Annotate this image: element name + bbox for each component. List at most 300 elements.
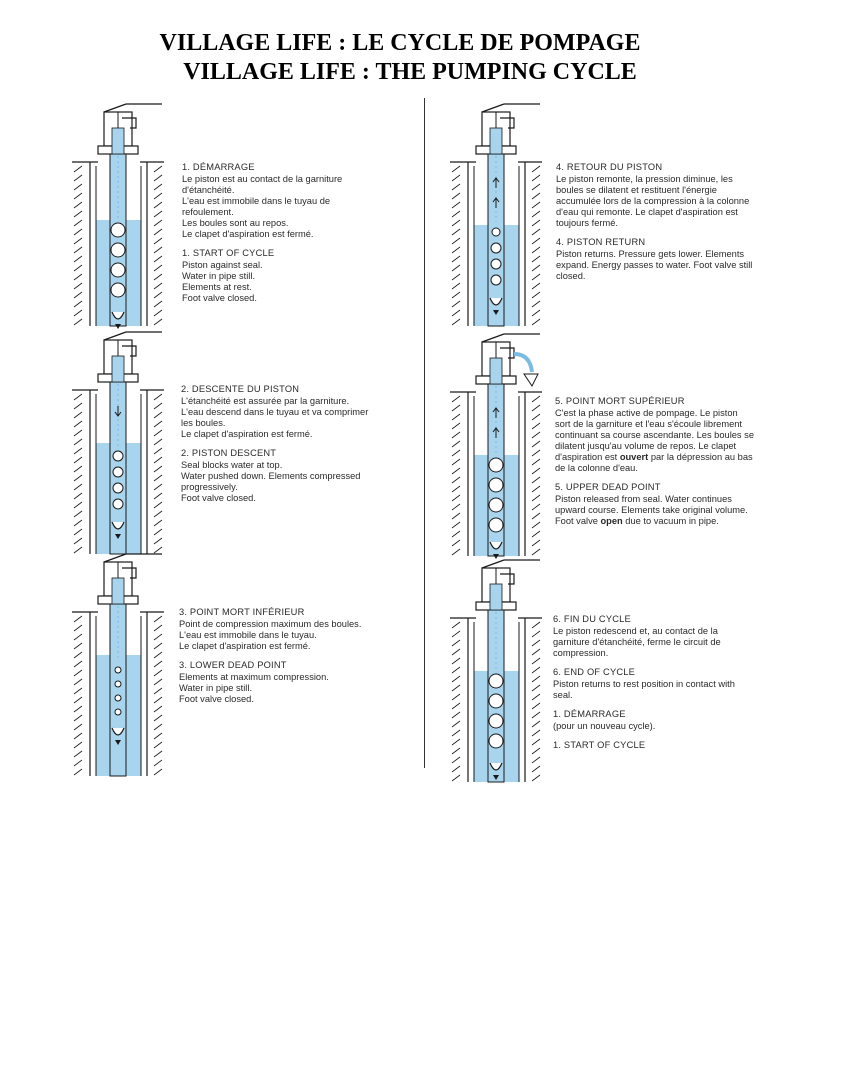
soil-hatch (74, 247, 82, 253)
step-6-en-line: Piston returns to rest position in contact with seal. (553, 679, 735, 700)
soil-hatch (452, 450, 460, 456)
soil-hatch (154, 715, 162, 721)
soil-hatch (532, 694, 540, 700)
soil-hatch (532, 175, 540, 181)
pump-svg (72, 550, 172, 780)
step-3-text (179, 607, 379, 705)
elastic-ball (111, 263, 125, 277)
soil-hatch (74, 760, 82, 766)
soil-hatch (532, 319, 540, 325)
soil-hatch (452, 184, 460, 190)
step-2-fr-line: L'étanchéité est assurée par la garniture. (181, 396, 350, 406)
soil-hatch (74, 466, 82, 472)
soil-hatch (74, 421, 82, 427)
soil-hatch (532, 193, 540, 199)
step-2-en-heading: 2. PISTON DESCENT (181, 448, 277, 458)
step-4-text (556, 162, 756, 282)
soil-hatch (74, 742, 82, 748)
soil-hatch (154, 394, 162, 400)
soil-hatch (532, 739, 540, 745)
soil-hatch (154, 529, 162, 535)
soil-hatch (154, 724, 162, 730)
step-5-fr-heading: 5. POINT MORT SUPÉRIEUR (555, 396, 685, 406)
step-1-en-line: Elements at rest. (182, 282, 252, 292)
soil-hatch (154, 670, 162, 676)
soil-hatch (452, 721, 460, 727)
soil-hatch (74, 229, 82, 235)
soil-hatch (452, 229, 460, 235)
soil-hatch (452, 175, 460, 181)
soil-hatch (532, 450, 540, 456)
soil-hatch (74, 292, 82, 298)
piston-rod (490, 128, 502, 154)
pump-diagram-2 (72, 328, 172, 563)
soil-hatch (532, 748, 540, 754)
soil-hatch (452, 712, 460, 718)
soil-hatch (154, 652, 162, 658)
soil-hatch (74, 475, 82, 481)
soil-hatch (74, 697, 82, 703)
soil-hatch (154, 625, 162, 631)
restart-en-heading: 1. START OF CYCLE (553, 740, 646, 750)
soil-hatch (452, 414, 460, 420)
soil-hatch (452, 265, 460, 271)
step-1-en-line: Foot valve closed. (182, 293, 257, 303)
elastic-ball (113, 483, 123, 493)
soil-hatch (452, 640, 460, 646)
pump-handle (482, 334, 504, 342)
soil-hatch (74, 430, 82, 436)
soil-hatch (154, 193, 162, 199)
soil-hatch (452, 495, 460, 501)
pump-diagram-1 (72, 100, 172, 335)
soil-hatch (532, 247, 540, 253)
step-6-fr-line: Le piston redescend et, au contact de la garniture d'étanchéité, ferme le circuit de compression. (553, 626, 721, 658)
soil-hatch (154, 202, 162, 208)
soil-hatch (74, 715, 82, 721)
step-1-en-line: Water in pipe still. (182, 271, 256, 281)
soil-hatch (452, 441, 460, 447)
step-6-en-heading: 6. END OF CYCLE (553, 667, 636, 677)
soil-hatch (154, 184, 162, 190)
soil-hatch (532, 265, 540, 271)
soil-hatch (74, 283, 82, 289)
soil-hatch (74, 502, 82, 508)
soil-hatch (532, 256, 540, 262)
soil-hatch (452, 319, 460, 325)
elastic-ball (489, 478, 503, 492)
soil-hatch (74, 256, 82, 262)
restart-fr-heading: 1. DÉMARRAGE (553, 709, 626, 719)
pump-handle (482, 560, 504, 568)
soil-hatch (154, 706, 162, 712)
soil-hatch (532, 775, 540, 781)
soil-hatch (452, 211, 460, 217)
soil-hatch (74, 670, 82, 676)
soil-hatch (154, 310, 162, 316)
soil-hatch (154, 283, 162, 289)
soil-hatch (532, 274, 540, 280)
soil-hatch (74, 688, 82, 694)
soil-hatch (74, 412, 82, 418)
step-5-panel (450, 330, 842, 560)
restart-fr-note: (pour un nouveau cycle). (553, 721, 656, 731)
step-2-en-line: Foot valve closed. (181, 493, 256, 503)
soil-hatch (452, 432, 460, 438)
step-2-en-line: Water pushed down. Elements compressed progressively. (181, 471, 361, 492)
rising-main (110, 604, 126, 776)
soil-hatch (532, 703, 540, 709)
soil-hatch (74, 706, 82, 712)
soil-hatch (532, 712, 540, 718)
soil-hatch (532, 441, 540, 447)
soil-hatch (452, 301, 460, 307)
soil-hatch (74, 625, 82, 631)
pump-diagram-3 (72, 550, 172, 785)
soil-hatch (154, 403, 162, 409)
soil-hatch (154, 166, 162, 172)
elastic-ball (115, 695, 121, 701)
soil-hatch (74, 493, 82, 499)
soil-hatch (532, 504, 540, 510)
soil-hatch (74, 301, 82, 307)
soil-hatch (74, 769, 82, 775)
step-5-en-text: Piston released from seal. Water continues upward course. Elements take original volume. Foot valve (555, 494, 748, 526)
soil-hatch (532, 477, 540, 483)
soil-hatch (154, 229, 162, 235)
soil-hatch (154, 412, 162, 418)
soil-hatch (154, 760, 162, 766)
soil-hatch (452, 202, 460, 208)
soil-hatch (74, 751, 82, 757)
soil-hatch (532, 220, 540, 226)
soil-hatch (452, 504, 460, 510)
soil-hatch (452, 423, 460, 429)
step-2-fr-line: L'eau descend dans le tuyau et va comprimer les boules. (181, 407, 369, 428)
soil-hatch (532, 622, 540, 628)
soil-hatch (452, 247, 460, 253)
soil-hatch (452, 468, 460, 474)
soil-hatch (74, 184, 82, 190)
soil-hatch (532, 396, 540, 402)
soil-hatch (452, 540, 460, 546)
soil-hatch (452, 238, 460, 244)
elastic-ball (491, 275, 501, 285)
pump-svg (450, 100, 550, 330)
soil-hatch (74, 193, 82, 199)
step-1-fr-line: Le clapet d'aspiration est fermé. (182, 229, 314, 239)
soil-hatch (154, 292, 162, 298)
step-2-en-line: Seal blocks water at top. (181, 460, 283, 470)
piston-rod (112, 578, 124, 604)
step-4-panel (450, 100, 842, 330)
soil-hatch (452, 396, 460, 402)
soil-hatch (154, 502, 162, 508)
soil-hatch (452, 549, 460, 555)
elastic-ball (111, 243, 125, 257)
elastic-ball (489, 518, 503, 532)
step-3-en-line: Water in pipe still. (179, 683, 253, 693)
step-4-fr-heading: 4. RETOUR DU PISTON (556, 162, 663, 172)
soil-hatch (74, 211, 82, 217)
soil-hatch (154, 220, 162, 226)
step-1-en-line: Piston against seal. (182, 260, 263, 270)
soil-hatch (532, 459, 540, 465)
pump-diagram-5 (450, 330, 550, 565)
elastic-ball (489, 458, 503, 472)
elastic-ball (111, 223, 125, 237)
step-5-fr-bold: ouvert (619, 452, 649, 462)
soil-hatch (532, 202, 540, 208)
soil-hatch (532, 414, 540, 420)
soil-hatch (74, 457, 82, 463)
soil-hatch (452, 513, 460, 519)
soil-hatch (532, 238, 540, 244)
pump-diagram-4 (450, 100, 550, 335)
soil-hatch (452, 166, 460, 172)
pump-handle (104, 554, 126, 562)
soil-hatch (74, 448, 82, 454)
piston-rod (112, 128, 124, 154)
soil-hatch (154, 274, 162, 280)
soil-hatch (154, 634, 162, 640)
soil-hatch (154, 421, 162, 427)
soil-hatch (154, 493, 162, 499)
step-4-fr-line: Le piston remonte, la pression diminue, les boules se dilatent et restituent l'énergie accumulée lors de la compression à la colonne d'eau qui remonte. Le clapet d'aspiration est toujours fermé. (556, 174, 750, 228)
soil-hatch (74, 394, 82, 400)
elastic-ball (113, 499, 123, 509)
soil-hatch (74, 310, 82, 316)
step-3-panel (72, 550, 482, 780)
step-5-text (555, 396, 755, 527)
soil-hatch (154, 679, 162, 685)
step-1-en-heading: 1. START OF CYCLE (182, 248, 275, 258)
elastic-ball (489, 694, 503, 708)
step-5-en-text-end: due to vacuum in pipe. (622, 516, 719, 526)
soil-hatch (74, 724, 82, 730)
soil-hatch (74, 634, 82, 640)
elastic-ball (115, 667, 121, 673)
bucket (524, 374, 538, 386)
outflow-water (514, 354, 532, 372)
soil-hatch (452, 405, 460, 411)
soil-hatch (154, 319, 162, 325)
soil-hatch (452, 703, 460, 709)
soil-hatch (532, 513, 540, 519)
step-1-panel (72, 100, 482, 330)
soil-hatch (154, 439, 162, 445)
soil-hatch (532, 468, 540, 474)
soil-hatch (154, 742, 162, 748)
page-title-french: VILLAGE LIFE : LE CYCLE DE POMPAGE (159, 30, 641, 56)
soil-hatch (452, 766, 460, 772)
soil-hatch (452, 486, 460, 492)
soil-hatch (154, 520, 162, 526)
step-4-en-heading: 4. PISTON RETURN (556, 237, 646, 247)
soil-hatch (154, 688, 162, 694)
soil-hatch (532, 310, 540, 316)
soil-hatch (452, 676, 460, 682)
elastic-ball (113, 467, 123, 477)
step-4-en-line: Piston returns. Pressure gets lower. Elements expand. Energy passes to water. Foot valve still closed. (556, 249, 753, 281)
soil-hatch (452, 522, 460, 528)
soil-hatch (452, 694, 460, 700)
elastic-ball (113, 451, 123, 461)
soil-hatch (532, 631, 540, 637)
soil-hatch (452, 757, 460, 763)
soil-hatch (154, 448, 162, 454)
soil-hatch (532, 211, 540, 217)
step-2-text (181, 384, 381, 504)
soil-hatch (452, 256, 460, 262)
soil-hatch (154, 211, 162, 217)
soil-hatch (154, 769, 162, 775)
soil-hatch (532, 549, 540, 555)
soil-hatch (154, 175, 162, 181)
soil-hatch (452, 739, 460, 745)
step-5-en-paragraph (555, 494, 755, 527)
soil-hatch (154, 256, 162, 262)
soil-hatch (154, 238, 162, 244)
soil-hatch (154, 751, 162, 757)
soil-hatch (154, 538, 162, 544)
soil-hatch (74, 274, 82, 280)
step-3-en-heading: 3. LOWER DEAD POINT (179, 660, 287, 670)
soil-hatch (532, 676, 540, 682)
soil-hatch (154, 466, 162, 472)
soil-hatch (532, 766, 540, 772)
soil-hatch (452, 193, 460, 199)
soil-hatch (74, 511, 82, 517)
step-1-fr-line: Les boules sont au repos. (182, 218, 289, 228)
soil-hatch (74, 175, 82, 181)
soil-hatch (74, 166, 82, 172)
soil-hatch (452, 477, 460, 483)
pump-svg (450, 330, 550, 560)
step-2-fr-heading: 2. DESCENTE DU PISTON (181, 384, 300, 394)
soil-hatch (452, 459, 460, 465)
step-1-fr-line: Le piston est au contact de la garniture d'étanchéité. (182, 174, 343, 195)
soil-hatch (532, 658, 540, 664)
soil-hatch (74, 403, 82, 409)
step-3-fr-line: Point de compression maximum des boules. (179, 619, 362, 629)
soil-hatch (74, 319, 82, 325)
step-3-en-line: Foot valve closed. (179, 694, 254, 704)
rising-main (110, 154, 126, 326)
piston-rod (490, 358, 502, 384)
soil-hatch (74, 520, 82, 526)
soil-hatch (452, 631, 460, 637)
pump-svg (72, 328, 172, 558)
step-5-fr-text-end: par la dépression au bas de la colonne d'eau. (555, 452, 753, 473)
soil-hatch (532, 649, 540, 655)
soil-hatch (532, 423, 540, 429)
soil-hatch (154, 301, 162, 307)
soil-hatch (452, 730, 460, 736)
soil-hatch (452, 531, 460, 537)
elastic-ball (491, 259, 501, 269)
soil-hatch (154, 457, 162, 463)
soil-hatch (532, 301, 540, 307)
soil-hatch (74, 733, 82, 739)
step-6-panel (450, 556, 842, 786)
step-3-fr-heading: 3. POINT MORT INFÉRIEUR (179, 607, 305, 617)
soil-hatch (532, 292, 540, 298)
pump-handle (104, 104, 126, 112)
soil-hatch (74, 202, 82, 208)
pump-handle (482, 104, 504, 112)
soil-hatch (74, 265, 82, 271)
soil-hatch (154, 247, 162, 253)
soil-hatch (74, 529, 82, 535)
soil-hatch (452, 685, 460, 691)
piston-rod (490, 584, 502, 610)
soil-hatch (74, 220, 82, 226)
soil-hatch (532, 757, 540, 763)
soil-hatch (154, 484, 162, 490)
soil-hatch (74, 652, 82, 658)
soil-hatch (452, 667, 460, 673)
soil-hatch (532, 229, 540, 235)
pump-handle (104, 332, 126, 340)
soil-hatch (532, 283, 540, 289)
step-1-text (182, 162, 382, 304)
elastic-ball (489, 734, 503, 748)
soil-hatch (74, 643, 82, 649)
soil-hatch (452, 775, 460, 781)
step-3-en-line: Elements at maximum compression. (179, 672, 329, 682)
elastic-ball (115, 709, 121, 715)
soil-hatch (532, 721, 540, 727)
step-3-fr-line: L'eau est immobile dans le tuyau. (179, 630, 317, 640)
soil-hatch (154, 643, 162, 649)
step-5-fr-text: C'est la phase active de pompage. Le piston sort de la garniture et l'eau s'écoule librement continuant sa course ascendante. Les boules se dilatent jusqu'au volume de repos. Le clapet d'aspiration est (555, 408, 754, 462)
soil-hatch (74, 616, 82, 622)
soil-hatch (154, 733, 162, 739)
soil-hatch (154, 697, 162, 703)
soil-hatch (532, 640, 540, 646)
soil-hatch (532, 405, 540, 411)
elastic-ball (491, 243, 501, 253)
pump-diagram-6 (450, 556, 550, 791)
soil-hatch (452, 748, 460, 754)
soil-hatch (452, 220, 460, 226)
pump-svg (72, 100, 172, 330)
soil-hatch (532, 531, 540, 537)
step-6-text (553, 614, 753, 752)
elastic-ball (111, 283, 125, 297)
elastic-ball (115, 681, 121, 687)
soil-hatch (532, 486, 540, 492)
soil-hatch (532, 432, 540, 438)
soil-hatch (74, 538, 82, 544)
soil-hatch (452, 658, 460, 664)
soil-hatch (154, 430, 162, 436)
elastic-ball (489, 674, 503, 688)
step-6-fr-heading: 6. FIN DU CYCLE (553, 614, 631, 624)
step-5-fr-paragraph (555, 408, 755, 474)
step-1-fr-line: L'eau est immobile dans le tuyau de refoulement. (182, 196, 331, 217)
soil-hatch (154, 265, 162, 271)
soil-hatch (532, 522, 540, 528)
soil-hatch (532, 184, 540, 190)
soil-hatch (452, 649, 460, 655)
step-5-en-heading: 5. UPPER DEAD POINT (555, 482, 661, 492)
page-title-english: VILLAGE LIFE : THE PUMPING CYCLE (183, 59, 637, 85)
soil-hatch (452, 283, 460, 289)
piston-rod (112, 356, 124, 382)
soil-hatch (532, 685, 540, 691)
